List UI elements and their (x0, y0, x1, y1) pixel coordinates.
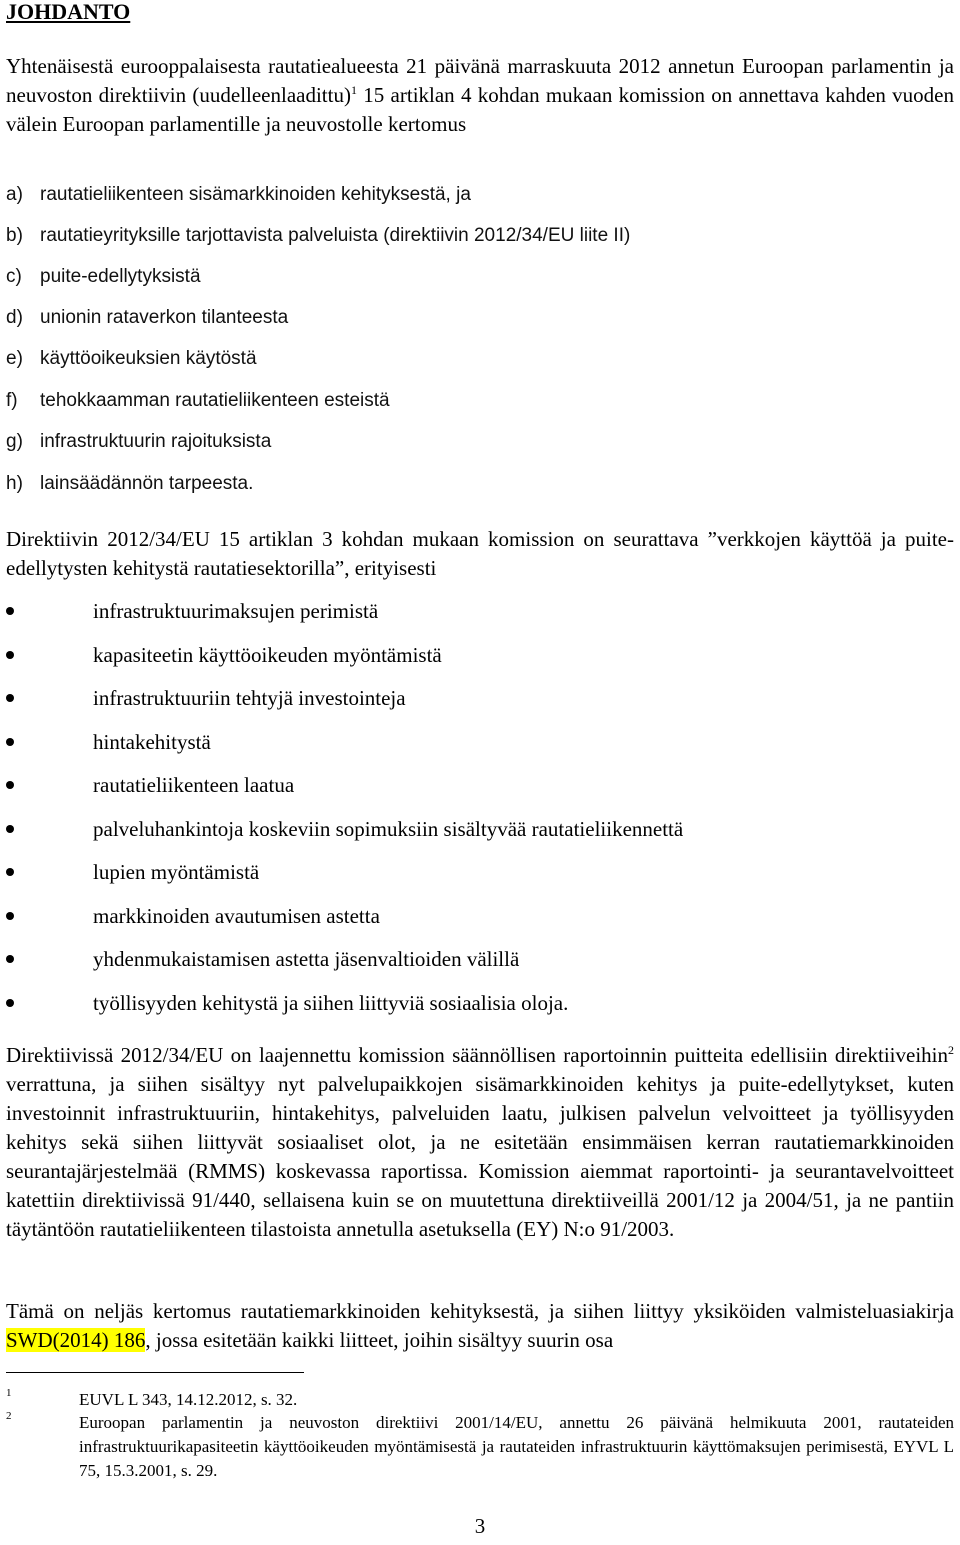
list-item (6, 224, 630, 248)
bullet-dot-icon (6, 694, 14, 702)
list-marker: h) (6, 473, 23, 494)
list-item (6, 183, 471, 207)
list-text: käyttöoikeuksien käytöstä (40, 348, 257, 369)
footnote-number: 2 (6, 1410, 12, 1422)
list-text: rautatieyrityksille tarjottavista palveluista (direktiivin 2012/34/EU liite II) (40, 225, 631, 246)
swd-reference-highlight: SWD(2014) 186 (6, 1328, 146, 1352)
bullet-dot-icon (6, 999, 14, 1007)
intro-paragraph (6, 52, 954, 139)
bullet-dot-icon (6, 868, 14, 876)
list-item (6, 347, 257, 371)
list-text: unionin rataverkon tilanteesta (40, 307, 289, 328)
report-text-2: , jossa esitetään kaikki liitteet, joihin sisältyy suurin osa (145, 1328, 614, 1352)
reporting-text-1: Direktiivissä 2012/34/EU on laajennettu komission säännöllisen raportoinnin puitteita edellisiin direktiiveihin (6, 1043, 948, 1067)
bullet-text: hintakehitystä (93, 730, 211, 754)
bullet-text: yhdenmukaistamisen astetta jäsenvaltioiden välillä (93, 947, 520, 971)
list-text: puite-edellytyksistä (40, 266, 201, 287)
list-text: lainsäädännön tarpeesta. (40, 473, 254, 494)
report-text-1: Tämä on neljäs kertomus rautatiemarkkinoiden kehityksestä, ja siihen liittyy yksiköiden valmisteluasiakirja (6, 1299, 954, 1323)
list-marker: b) (6, 225, 23, 246)
section-heading: JOHDANTO (6, 0, 131, 24)
bullet-dot-icon (6, 955, 14, 963)
bullet-text: infrastruktuuriin tehtyjä investointeja (93, 686, 406, 710)
reporting-paragraph (6, 1041, 954, 1244)
footnote-ref-1[interactable]: 1 (350, 83, 357, 97)
footnote-text: EUVL L 343, 14.12.2012, s. 32. (79, 1390, 298, 1409)
bullet-text: lupien myöntämistä (93, 860, 260, 884)
list-text: rautatieliikenteen sisämarkkinoiden kehityksestä, ja (40, 184, 471, 205)
directive-paragraph: Direktiivin 2012/34/EU 15 artiklan 3 kohdan mukaan komission on seurattava ”verkkojen käyttöä ja puite-edellytysten kehitystä rautatiesektorilla”, erityisesti (6, 527, 954, 580)
bullet-dot-icon (6, 607, 14, 615)
list-item (6, 430, 271, 454)
bullet-dot-icon (6, 825, 14, 833)
list-item (6, 472, 253, 496)
bullet-text: infrastruktuurimaksujen perimistä (93, 599, 379, 623)
footnote-divider (6, 1372, 304, 1373)
list-text: infrastruktuurin rajoituksista (40, 431, 272, 452)
list-marker: d) (6, 307, 23, 328)
report-intro-paragraph (6, 1297, 954, 1355)
bullet-dot-icon (6, 912, 14, 920)
list-marker: f) (6, 390, 18, 411)
reporting-text-2: verrattuna, ja siihen sisältyy nyt palvelupaikkojen sisämarkkinoiden kehitys ja puite-edellytykset, kuten investoinnit infrastruktuuriin, hintakehitys, palveluiden laatu, julkisen palvelun velvoitteet ja työllisyyden kehitys sekä siihen liittyvät sosiaaliset olot, ja ne esitetään ensimmäisen kerran rautatiemarkkinoiden seurantajärjestelmää (RMMS) koskevassa raportissa. Komission aiemmat raportointi- ja seurantavelvoitteet katettiin direktiivissä 91/440, sellaisena kuin se on muutettuna direktiiveillä 2001/12 ja 2004/51, ja ne pantiin täytäntöön rautatieliikenteen tilastoista annetulla asetuksella (EY) N:o 91/2003. (6, 1072, 954, 1241)
list-item (6, 265, 201, 289)
intro-text-1: Yhtenäisestä eurooppalaisesta rautatiealueesta 21 päivänä marraskuuta 2012 annetun Euroopan parlamentin ja neuvoston direktiivin (uudelleenlaadittu) (6, 54, 954, 107)
list-marker: e) (6, 348, 23, 369)
list-text: tehokkaamman rautatieliikenteen esteistä (40, 390, 390, 411)
footnote-number: 1 (6, 1387, 12, 1399)
page-number: 3 (474, 1514, 486, 1538)
bullet-text: markkinoiden avautumisen astetta (93, 904, 380, 928)
bullet-dot-icon (6, 781, 14, 789)
bullet-text: kapasiteetin käyttöoikeuden myöntämistä (93, 643, 442, 667)
list-item (6, 306, 288, 330)
footnote-ref-2[interactable]: 2 (948, 1043, 954, 1057)
intro-text-2: 15 artiklan 4 kohdan mukaan komission on annettava kahden vuoden välein Euroopan parlamentille ja neuvostolle kertomus (6, 83, 954, 136)
bullet-text: työllisyyden kehitystä ja siihen liittyviä sosiaalisia oloja. (93, 991, 569, 1015)
bullet-text: palveluhankintoja koskeviin sopimuksiin sisältyvää rautatieliikennettä (93, 817, 684, 841)
bullet-text: rautatieliikenteen laatua (93, 773, 295, 797)
bullet-dot-icon (6, 738, 14, 746)
list-item (6, 389, 390, 413)
bullet-dot-icon (6, 651, 14, 659)
list-marker: g) (6, 431, 23, 452)
footnote-text: Euroopan parlamentin ja neuvoston direktiivi 2001/14/EU, annettu 26 päivänä helmikuuta 2001, rautateiden infrastruktuurikapasiteetin käyttöoikeuden myöntämisestä ja rautateiden infrastruktuurin käyttömaksujen perimisestä, EYVL L 75, 15.3.2001, s. 29. (79, 1413, 954, 1480)
list-marker: c) (6, 266, 22, 287)
list-marker: a) (6, 184, 23, 205)
